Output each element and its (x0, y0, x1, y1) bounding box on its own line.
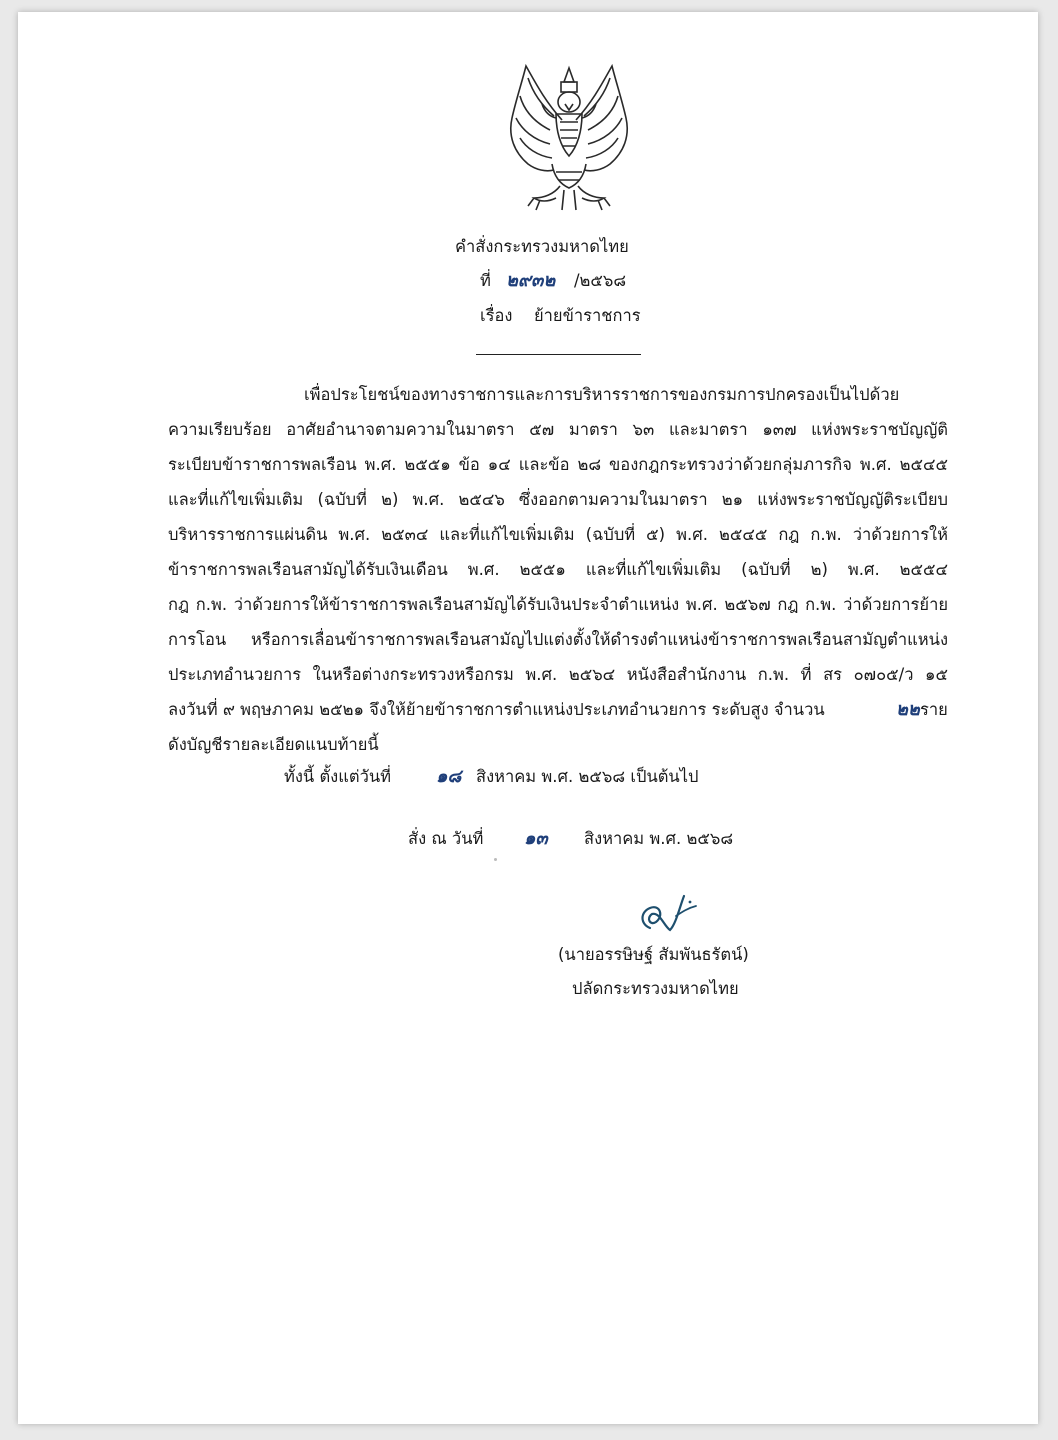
effective-day-handwritten: ๑๘ (436, 766, 462, 787)
body-line-10-text: ลงวันที่ ๙ พฤษภาคม ๒๕๒๑ จึงให้ย้ายข้าราชการตำแหน่งประเภทอำนวยการ ระดับสูง จำนวน (168, 700, 825, 719)
transfer-count-handwritten: ๒๒ (896, 699, 920, 720)
ordered-date-rest: สิงหาคม พ.ศ. ๒๕๖๘ (584, 829, 734, 848)
body-line-3: ระเบียบข้าราชการพลเรือน พ.ศ. ๒๕๕๑ ข้อ ๑๔ และข้อ ๒๘ ของกฎกระทรวงว่าด้วยกลุ่มภารกิจ พ.ศ. ๒๕๔๕ (168, 455, 948, 474)
order-number-handwritten: ๒๙๓๒ (506, 270, 556, 291)
order-number-suffix: /๒๕๖๘ (574, 271, 627, 290)
subject-text: ย้ายข้าราชการ (534, 306, 641, 325)
paper-mark (494, 858, 497, 861)
signatory-name: (นายอรรษิษฐ์ สัมพันธรัตน์) (558, 945, 749, 964)
body-line-5: บริหารราชการแผ่นดิน พ.ศ. ๒๕๓๔ และที่แก้ไขเพิ่มเติม (ฉบับที่ ๕) พ.ศ. ๒๕๔๕ กฎ ก.พ. ว่าด้วยการให้ (168, 525, 948, 544)
order-number-prefix: ที่ (480, 271, 491, 290)
body-line-8: การโอน หรือการเลื่อนข้าราชการพลเรือนสามัญไปแต่งตั้งให้ดำรงตำแหน่งข้าราชการพลเรือนสามัญตำแหน่ง (168, 630, 948, 649)
body-line-9: ประเภทอำนวยการ ในหรือต่างกระทรวงหรือกรม พ.ศ. ๒๕๖๔ หนังสือสำนักงาน ก.พ. ที่ สร ๐๗๐๕/ว ๑๕ (168, 665, 948, 684)
subject-label: เรื่อง (480, 306, 513, 325)
body-line-2: ความเรียบร้อย อาศัยอำนาจตามความในมาตรา ๕๗ มาตรา ๖๓ และมาตรา ๑๓๗ แห่งพระราชบัญญัติ (168, 420, 948, 439)
document-page (18, 12, 1038, 1424)
body-line-11: ดังบัญชีรายละเอียดแนบท้ายนี้ (168, 735, 379, 754)
ordered-day-handwritten: ๑๓ (524, 828, 548, 849)
signatory-position: ปลัดกระทรวงมหาดไทย (572, 979, 739, 998)
body-line-1: เพื่อประโยชน์ของทางราชการและการบริหารราชการของกรมการปกครองเป็นไปด้วย (304, 385, 900, 404)
garuda-emblem-icon (494, 60, 644, 220)
body-line-7: กฎ ก.พ. ว่าด้วยการให้ข้าราชการพลเรือนสามัญได้รับเงินประจำตำแหน่ง พ.ศ. ๒๕๖๗ กฎ ก.พ. ว่าด้วยการย้าย (168, 595, 948, 614)
handwritten-signature (630, 886, 710, 946)
body-line-6: ข้าราชการพลเรือนสามัญได้รับเงินเดือน พ.ศ. ๒๕๕๑ และที่แก้ไขเพิ่มเติม (ฉบับที่ ๒) พ.ศ. ๒๕๕๔ (168, 560, 948, 579)
body-line-4: และที่แก้ไขเพิ่มเติม (ฉบับที่ ๒) พ.ศ. ๒๕๔๖ ซึ่งออกตามความในมาตรา ๒๑ แห่งพระราชบัญญัติระเบียบ (168, 490, 948, 509)
order-title: คำสั่งกระทรวงมหาดไทย (455, 237, 629, 256)
effective-date-label: ทั้งนี้ ตั้งแต่วันที่ (284, 767, 392, 786)
header-divider (476, 354, 641, 355)
effective-date-rest: สิงหาคม พ.ศ. ๒๕๖๘ เป็นต้นไป (476, 767, 699, 786)
body-line-10-end: ราย (920, 700, 948, 719)
ordered-date-label: สั่ง ณ วันที่ (408, 829, 484, 848)
